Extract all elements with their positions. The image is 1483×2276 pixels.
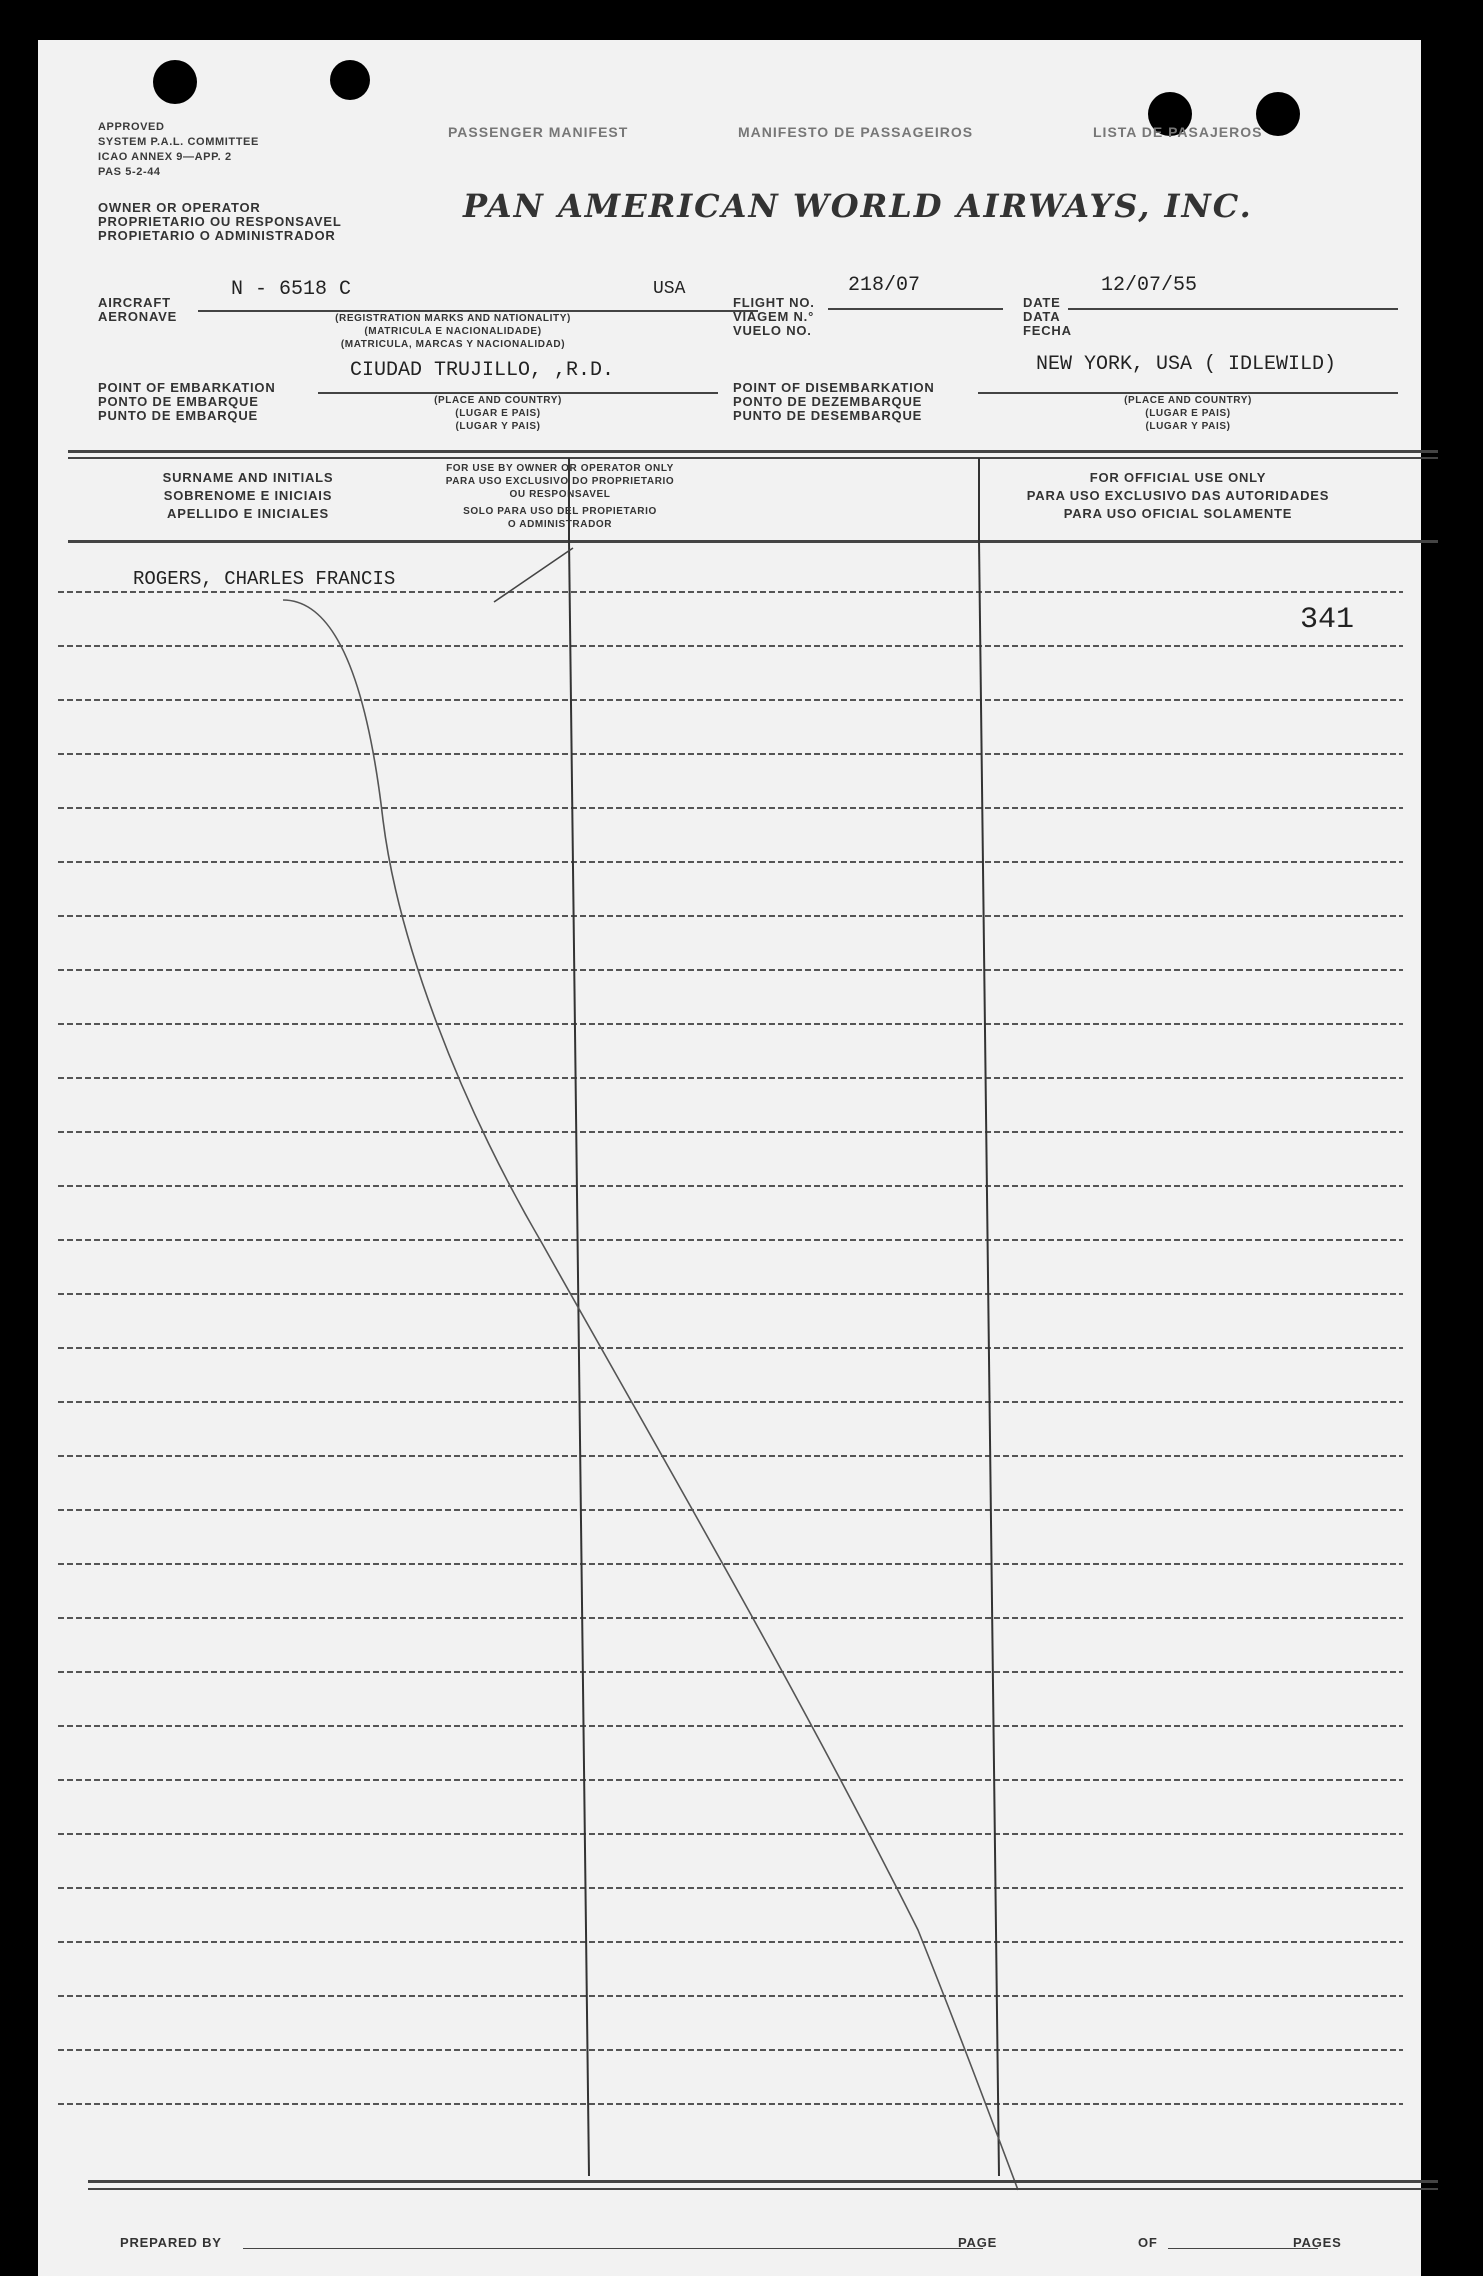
flight-date: 12/07/55 [1101,274,1198,297]
handwritten-strike-line [283,600,1018,2190]
owner-label: OWNER OR OPERATOR [98,200,261,215]
flight-label: VUELO NO. [733,323,812,338]
place-caption: (LUGAR E PAIS) [1145,408,1231,419]
flight-label: FLIGHT NO. [733,295,815,310]
flight-number: 218/07 [848,274,921,297]
pages-label: PAGES [1293,2235,1342,2250]
disembarkation-label: PUNTO DE DESEMBARQUE [733,408,923,423]
table-bottom-rule [88,2180,1438,2183]
aircraft-label: AERONAVE [98,309,178,324]
aircraft-label: AIRCRAFT [98,295,171,310]
place-caption: (LUGAR Y PAIS) [455,421,541,432]
manifest-sheet: APPROVED SYSTEM P.A.L. COMMITTEE ICAO ANNEX 9—APP. 2 PAS 5-2-44 PASSENGER MANIFEST MANIFESTO DE PASSAGEIROS LISTA DE PASAJEROS OWNER OR OPERATOR PROPRIETARIO OU RESPONSAVEL PROPIETARIO O ADMINISTRADOR PAN AMERICAN WORLD AIRWAYS, INC. AIRCRAFT AERONAVE N - 6518 C USA (REGISTRATION MARKS AND NATIONALITY) (MATRICULA E NACIONALIDADE) (MATRICULA, MARCAS Y NACIONALIDAD) FLIGHT NO. VIAGEM N.° VUELO NO. 218/07 DATE DATA FECHA 12/07/55 POINT OF EMBARKATION PONTO DE EMBARQUE PUNTO DE EMBARQUE CIUDAD TRUJILLO, ,R.D. (PLACE AND COUNTRY) (LUGAR E PAIS) (LUGAR Y PAIS) POINT OF DISEMBARKATION PONTO DE DEZEMBARQUE PUNTO DE DESEMBARQUE NEW YORK, USA ( IDLEWILD) (PLACE AND COUNTRY) (LUGAR E PAIS) (LUGAR Y PAIS) SURNAME AND INITIALS SOBRENOME E INICIAIS APELLIDO E INICIALES FOR USE BY OWNER OR OPERATOR ONLY PARA USO EXCLUSIVO DO PROPRIETARIO OU RESPONSAVEL SOLO PARA USO DEL PROPIETARIO O ADMINISTRADOR FOR OFFICIAL USE ONLY PARA USO EXCLUSIVO DAS AUTORIDADES PARA USO OFICIAL SOLAMENTE ROGERS, CHARLES FRANCIS 341 PREPARED BY PAGE OF PAGES [38,40,1421,2276]
table-grid [38,40,1421,2276]
approval-line: PAS 5-2-44 [98,166,161,178]
official-number: 341 [1300,603,1355,637]
handwritten-tick-line [494,548,573,602]
title-portuguese: MANIFESTO DE PASSAGEIROS [738,124,974,140]
column-divider [569,540,589,2176]
place-caption: (PLACE AND COUNTRY) [434,395,562,406]
title-english: PASSENGER MANIFEST [448,124,629,140]
approval-line: ICAO ANNEX 9—APP. 2 [98,151,232,163]
flight-label: VIAGEM N.° [733,309,815,324]
embarkation-label: POINT OF EMBARKATION [98,380,276,395]
title-spanish: LISTA DE PASAJEROS [1093,124,1263,140]
embarkation-label: PUNTO DE EMBARQUE [98,408,258,423]
place-caption: (LUGAR Y PAIS) [1145,421,1231,432]
row-rules [58,592,1403,2104]
registration-caption: (MATRICULA E NACIONALIDADE) [364,326,542,337]
owner-label: PROPIETARIO O ADMINISTRADOR [98,228,336,243]
aircraft-registration: N - 6518 C [231,278,352,301]
prepared-by-line [243,2248,983,2249]
aircraft-nationality: USA [653,279,686,299]
date-label: DATE [1023,295,1061,310]
registration-caption: (MATRICULA, MARCAS Y NACIONALIDAD) [340,339,566,350]
of-label: OF [1138,2235,1158,2250]
owner-label: PROPRIETARIO OU RESPONSAVEL [98,214,342,229]
registration-caption: (REGISTRATION MARKS AND NATIONALITY) [335,313,571,324]
date-label: FECHA [1023,323,1072,338]
embarkation-place: CIUDAD TRUJILLO, ,R.D. [350,359,615,382]
disembarkation-label: PONTO DE DEZEMBARQUE [733,394,923,409]
place-caption: (PLACE AND COUNTRY) [1124,395,1252,406]
date-label: DATA [1023,309,1061,324]
embarkation-label: PONTO DE EMBARQUE [98,394,259,409]
approval-line: APPROVED [98,121,165,133]
approval-line: SYSTEM P.A.L. COMMITTEE [98,136,259,148]
disembarkation-place: NEW YORK, USA ( IDLEWILD) [1036,353,1337,376]
prepared-by-label: PREPARED BY [120,2235,222,2250]
place-caption: (LUGAR E PAIS) [455,408,541,419]
disembarkation-label: POINT OF DISEMBARKATION [733,380,935,395]
airline-name: PAN AMERICAN WORLD AIRWAYS, INC. [463,187,1253,225]
passenger-name: ROGERS, CHARLES FRANCIS [133,568,396,590]
column-divider [979,540,999,2176]
table-bottom-rule [88,2188,1438,2190]
page-label: PAGE [958,2235,998,2250]
